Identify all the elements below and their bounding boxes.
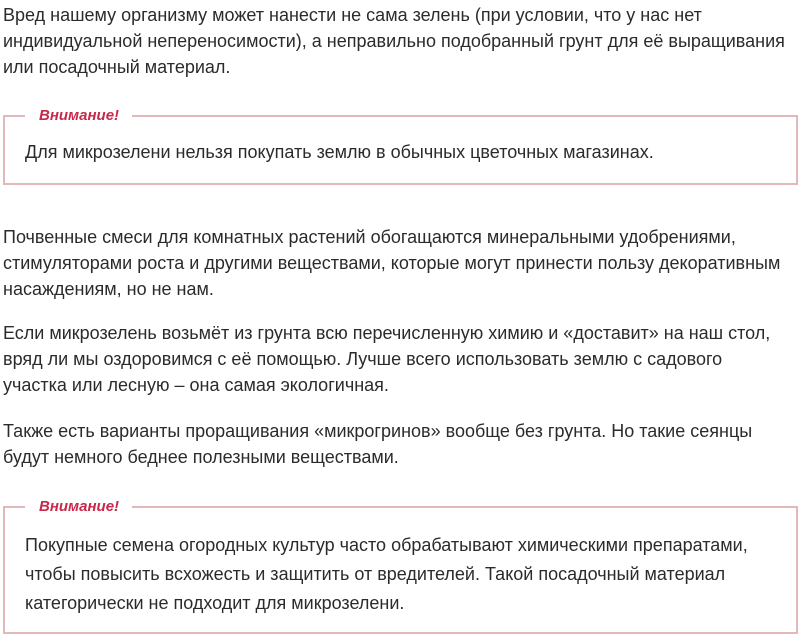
paragraph-line: или посадочный материал. <box>3 57 231 77</box>
warning-callout-title: Внимание! <box>25 106 132 126</box>
paragraph-line: индивидуальной непереносимости), а неправильно подобранный грунт для её выращивания <box>3 31 785 51</box>
paragraph-line: будут немного беднее полезными веществами. <box>3 447 399 467</box>
soil-mixes-paragraph <box>3 224 803 302</box>
paragraph-line: Если микрозелень возьмёт из грунта всю перечисленную химию и «доставит» на наш стол, <box>3 323 771 343</box>
callout-line: Для микрозелени нельзя покупать землю в обычных цветочных магазинах. <box>25 142 654 162</box>
paragraph-line: стимуляторами роста и другими веществами, которые могут принести пользу декоративным <box>3 253 781 273</box>
callout-line: категорически не подходит для микрозелени. <box>25 593 405 613</box>
paragraph-line: участка или лесную – она самая экологичная. <box>3 375 389 395</box>
paragraph-line: вряд ли мы оздоровимся с её помощью. Лучше всего использовать землю с садового <box>3 349 723 369</box>
callout-line: чтобы повысить всхожесть и защитить от вредителей. Такой посадочный материал <box>25 564 726 584</box>
paragraph-line: Также есть варианты проращивания «микрогринов» вообще без грунта. Но такие сеянцы <box>3 421 753 441</box>
paragraph-line: Вред нашему организму может нанести не сама зелень (при условии, что у нас нет <box>3 5 702 25</box>
warning-callout-seeds <box>3 498 798 634</box>
warning-callout-title: Внимание! <box>25 497 132 517</box>
paragraph-line: насаждениям, но не нам. <box>3 279 214 299</box>
warning-callout-text <box>5 508 796 618</box>
chemistry-paragraph <box>3 320 803 398</box>
callout-line: Покупные семена огородных культур часто обрабатывают химическими препаратами, <box>25 535 748 555</box>
intro-paragraph <box>3 2 803 80</box>
soilless-paragraph <box>3 418 803 470</box>
paragraph-line: Почвенные смеси для комнатных растений обогащаются минеральными удобрениями, <box>3 227 736 247</box>
warning-callout-soil <box>3 107 798 185</box>
